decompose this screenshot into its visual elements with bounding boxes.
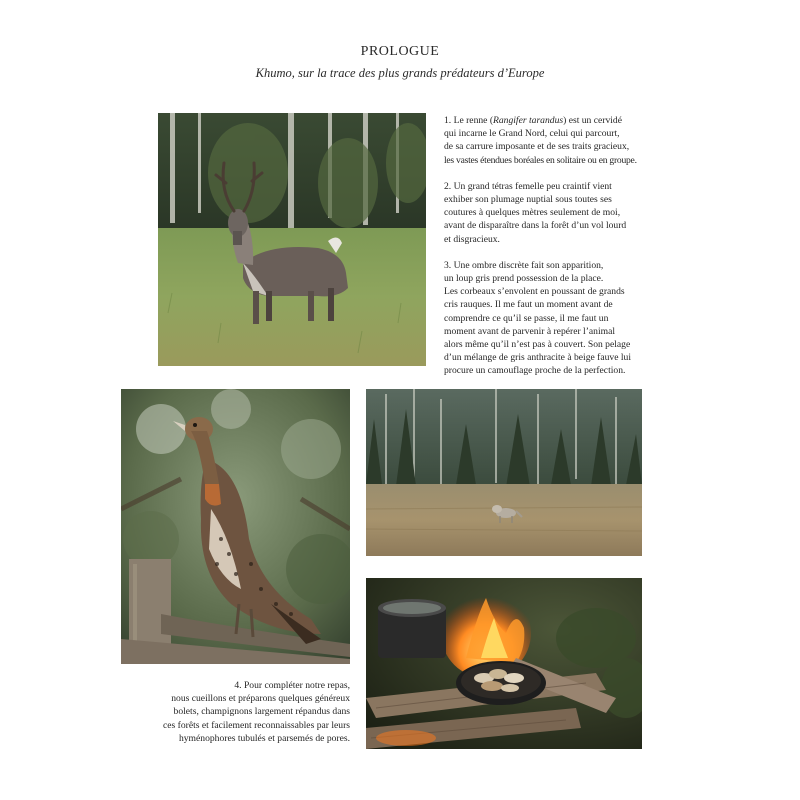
caption-reindeer (444, 114, 654, 167)
caption-line: Les corbeaux s’envolent en poussant de grands (444, 286, 625, 298)
caption-line: et disgracieux. (444, 233, 500, 245)
caption-wolf (444, 259, 654, 378)
wolf-photo (366, 389, 642, 556)
caption-text: ) est un cervidé (563, 115, 622, 126)
campfire-photo (366, 578, 642, 749)
caption-line: exhiber son plumage nuptial sous toutes ses (444, 194, 612, 206)
caption-line: 4. Pour compléter notre repas, (234, 680, 350, 691)
caption-block-1-3 (444, 114, 654, 391)
species-name: Rangifer tarandus (493, 115, 564, 126)
caption-line: cris rauques. Il me faut un moment avant de (444, 299, 613, 311)
caption-line: ces forêts et facilement reconnaissables par leurs (163, 719, 350, 731)
caption-line: comprendre ce qu’il se passe, il me faut un (444, 312, 609, 324)
caption-line: bolets, champignons largement répandus dans (173, 706, 350, 718)
caption-line: de sa carrure imposante et de ses traits gracieux, (444, 141, 630, 153)
page-title: PROLOGUE (360, 44, 440, 59)
caption-line: un loup gris prend possession de la place. (444, 273, 604, 285)
caption-line: hyménophores tubulés et parsemés de pores. (178, 732, 350, 744)
caption-grouse (444, 180, 654, 246)
caption-line: moment avant de parvenir à repérer l’animal (444, 325, 616, 337)
caption-line: avant de disparaître dans la forêt d’un vol lourd (444, 220, 627, 232)
caption-line: alors même qu’il n’est pas à couvert. Son pelage (444, 339, 631, 351)
caption-mushrooms (121, 679, 350, 745)
caption-line: 2. Un grand tétras femelle peu craintif vient (444, 180, 612, 192)
caption-line: procure un camouflage proche de la perfection. (444, 365, 626, 377)
page-subtitle: Khumo, sur la trace des plus grands prédateurs d’Europe (255, 66, 545, 80)
capercaillie-photo (121, 389, 350, 664)
caption-line: 3. Une ombre discrète fait son apparition, (444, 259, 604, 271)
caption-line: d’un mélange de gris anthracite à beige fauve lui (444, 352, 631, 364)
caption-text: 1. Le renne ( (444, 115, 494, 126)
caption-line: les vastes étendues boréales en solitaire ou en groupe. (444, 154, 637, 166)
caption-line: qui incarne le Grand Nord, celui qui parcourt, (444, 128, 620, 140)
caption-line: coutures à quelques mètres seulement de moi, (444, 207, 621, 219)
caption-line: nous cueillons et préparons quelques généreux (171, 693, 350, 705)
reindeer-photo (158, 113, 426, 366)
